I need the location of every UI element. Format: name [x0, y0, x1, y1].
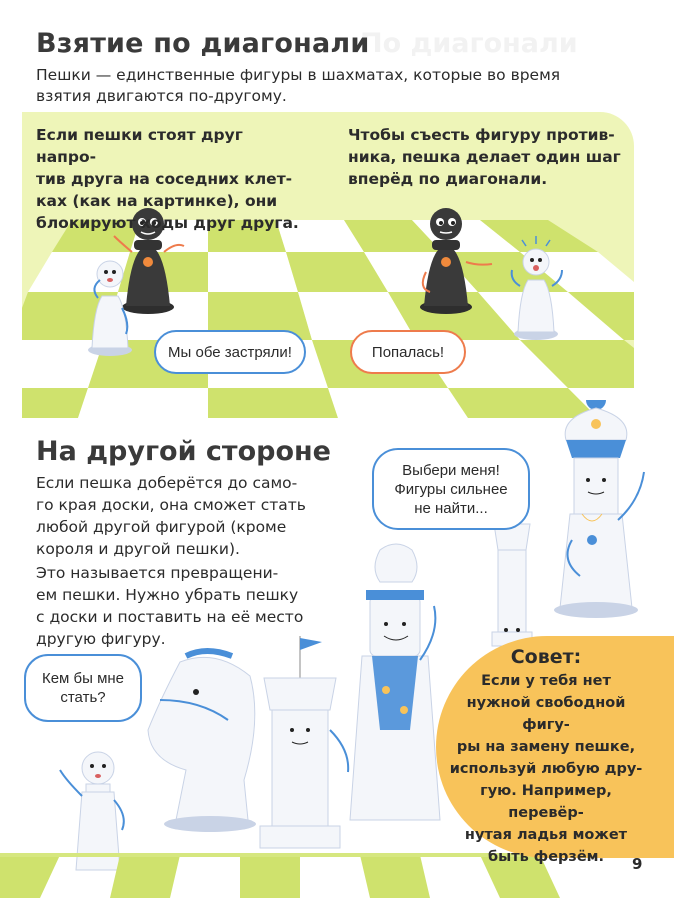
bubble-text: Мы обе застряли! — [168, 343, 292, 361]
text-line: Это называется превращени- — [36, 564, 279, 582]
tip-line: нутая ладья может — [464, 827, 628, 843]
text-line: блокируют ходы друг друга. — [36, 214, 299, 232]
white-king — [350, 544, 440, 820]
bubble-text: Попалась! — [371, 343, 445, 361]
intro-line: Пешки — единственные фигуры в шахматах, которые во время — [36, 66, 561, 84]
text-line: ем пешки. Нужно убрать пешку — [36, 586, 299, 604]
capture-rule-text — [348, 124, 626, 190]
white-knight — [148, 651, 256, 832]
bubble-line: Фигуры сильнее — [394, 480, 508, 498]
speech-bubble-stuck — [154, 330, 306, 374]
speech-bubble-queen — [372, 448, 530, 530]
section-title-diagonal: Взятие по диагонали — [36, 28, 370, 59]
speech-bubble-pawn — [24, 654, 142, 722]
text-line: Если пешка доберётся до само- — [36, 474, 298, 492]
white-queen — [554, 400, 644, 618]
white-rook — [260, 636, 348, 848]
ghost-title: По диагонали — [360, 28, 578, 59]
intro-line: взятия двигаются по-другому. — [36, 87, 287, 105]
text-line: любой другой фигурой (кроме — [36, 518, 287, 536]
text-line: ника, пешка делает один шаг — [348, 148, 621, 166]
tip-line: ры на замену пешке, — [456, 739, 636, 755]
bubble-line: Кем бы мне — [41, 670, 125, 687]
intro-paragraph — [36, 65, 620, 107]
text-line: тив друга на соседних клет- — [36, 170, 293, 188]
tip-text — [446, 670, 646, 868]
text-line: Чтобы съесть фигуру против- — [348, 126, 615, 144]
tip-line: Если у тебя нет — [481, 673, 611, 689]
tip-line: быть ферзём. — [487, 849, 605, 865]
bubble-line: стать? — [60, 689, 106, 706]
tip-line: гую. Например, перевёр- — [480, 783, 612, 821]
tip-title: Совет: — [510, 646, 582, 668]
upside-down-rook — [492, 524, 532, 646]
blocked-pawns-text — [36, 124, 308, 234]
bubble-line: Выбери меня! — [402, 461, 500, 479]
text-line: ках (как на картинке), они — [36, 192, 278, 210]
section-title-other-side: На другой стороне — [36, 436, 331, 467]
text-line: вперёд по диагонали. — [348, 170, 548, 188]
text-line: с доски и поставить на её место — [36, 608, 304, 626]
text-line: другую фигуру. — [36, 630, 166, 648]
speech-bubble-caught — [350, 330, 466, 374]
text-line: короля и другой пешки). — [36, 540, 240, 558]
bubble-line: не найти... — [414, 499, 488, 517]
tip-line: используй любую дру- — [449, 761, 643, 777]
text-line: Если пешки стоят друг напро- — [36, 126, 243, 166]
tip-line: нужной свободной фигу- — [466, 695, 626, 733]
text-line: го края доски, она сможет стать — [36, 496, 306, 514]
page-number: 9 — [632, 855, 643, 873]
